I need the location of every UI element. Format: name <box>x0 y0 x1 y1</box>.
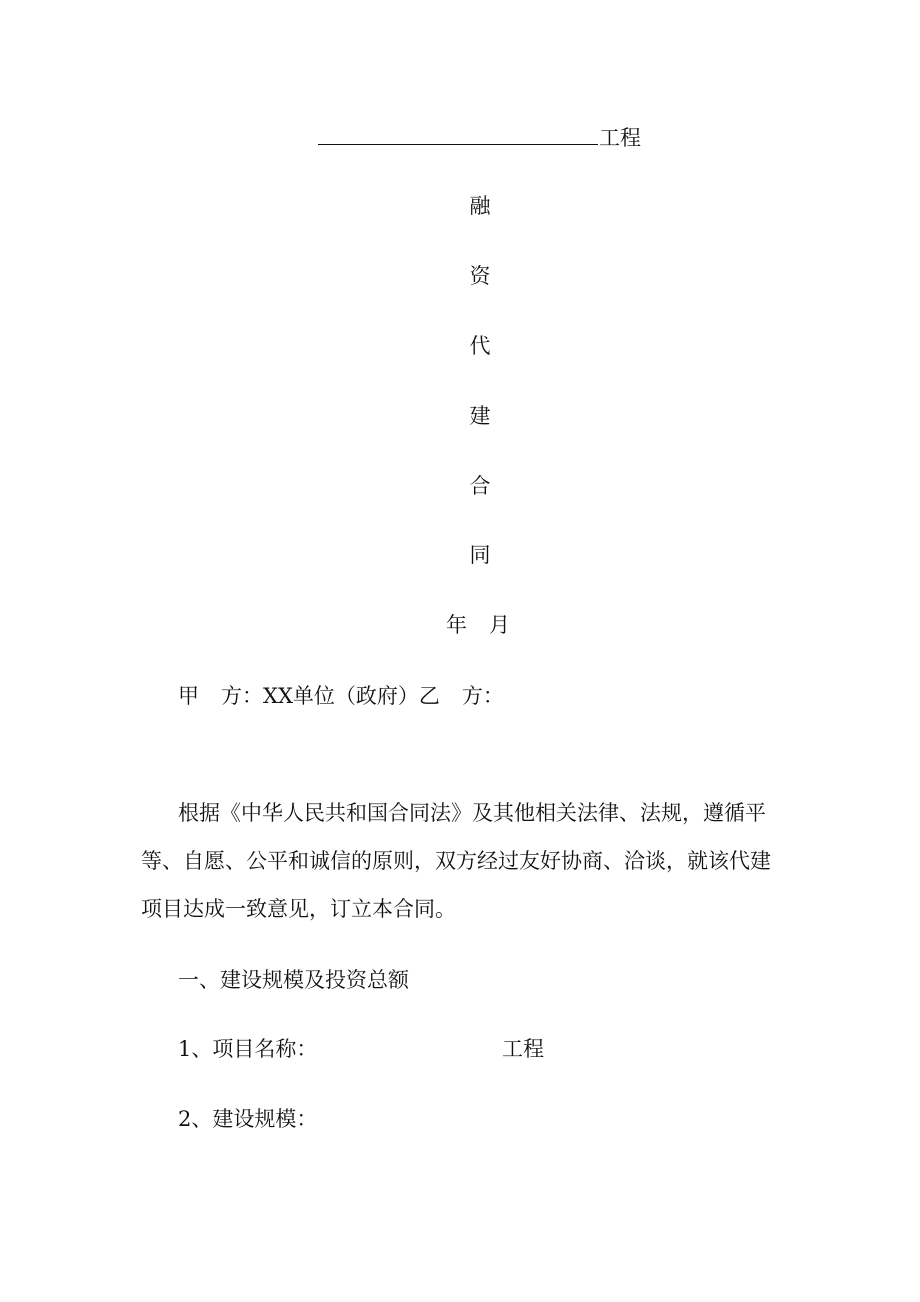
section-heading: 一、建设规模及投资总额 <box>178 968 409 992</box>
item-project-name <box>178 1035 544 1063</box>
month-label: 月 <box>489 613 510 637</box>
year-label: 年 <box>446 613 467 637</box>
party-b-label: 乙 <box>418 684 440 708</box>
item-project-name-label: 1、项目名称： <box>178 1037 318 1061</box>
item-construction-scale: 2、建设规模： <box>178 1107 318 1131</box>
party-a-value: XX单位（政府） <box>263 684 419 708</box>
vertical-title-char: 资 <box>469 264 491 288</box>
vertical-title-char: 融 <box>469 194 491 218</box>
project-name-blank <box>318 122 598 145</box>
vertical-title-char: 同 <box>469 543 491 567</box>
title-suffix: 工程 <box>599 126 641 150</box>
vertical-title-char: 建 <box>469 404 491 428</box>
party-a-label: 甲 <box>178 684 199 708</box>
vertical-title-char: 代 <box>469 334 491 358</box>
contract-date <box>446 611 510 639</box>
party-b-label-suffix: 方： <box>461 684 504 708</box>
party-a-label-suffix: 方： <box>221 684 263 708</box>
item-project-name-value: 工程 <box>502 1037 544 1061</box>
parties-line <box>178 682 504 710</box>
project-title-line <box>318 122 641 152</box>
preamble-paragraph: 根据《中华人民共和国合同法》及其他相关法律、法规，遵循平等、自愿、公平和诚信的原则，双方经过友好协商、洽谈，就该代建项目达成一致意见，订立本合同。 <box>141 801 771 921</box>
vertical-title-char: 合 <box>469 474 491 498</box>
